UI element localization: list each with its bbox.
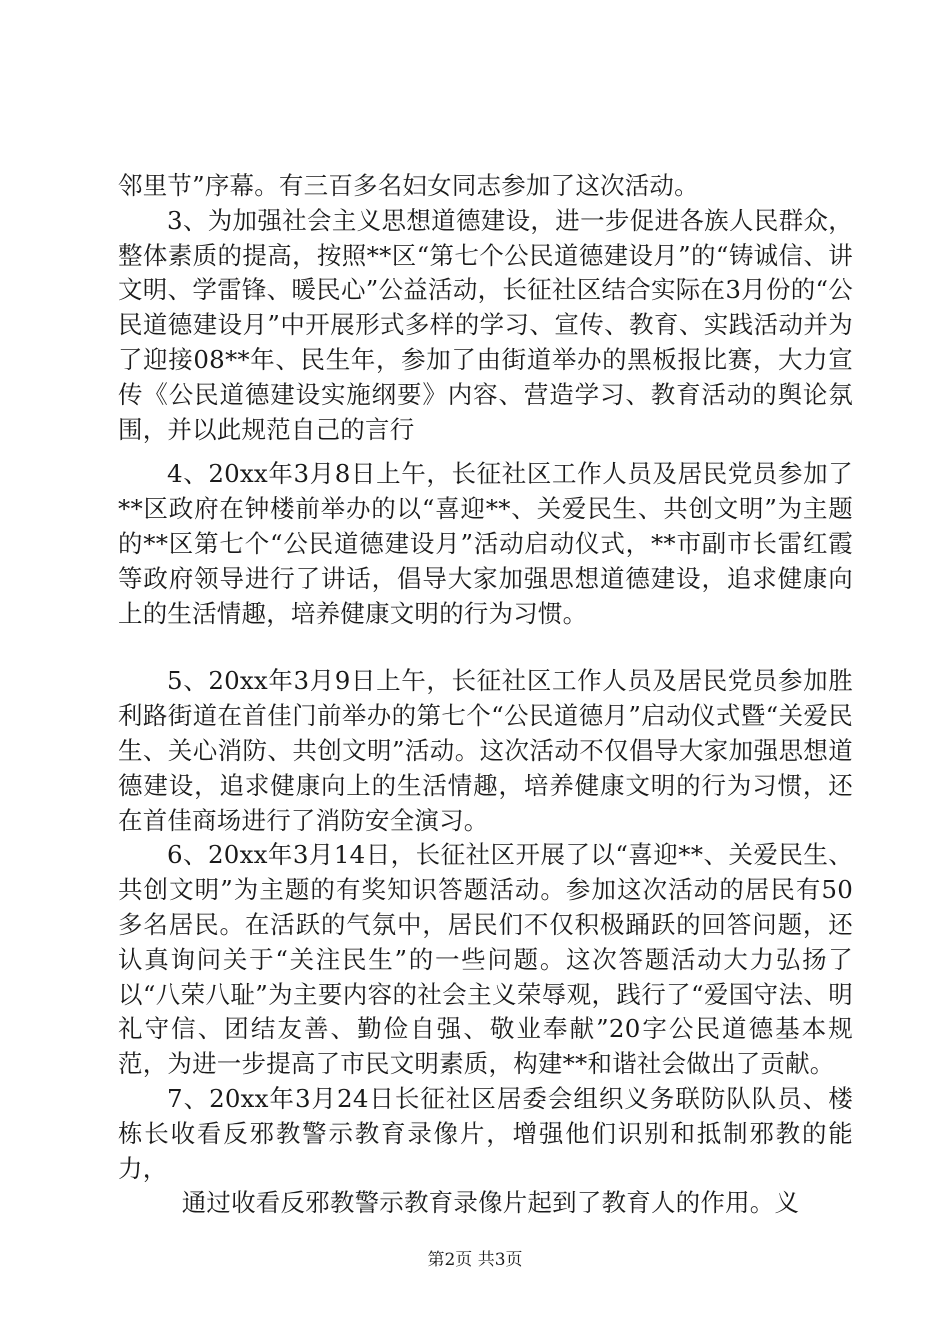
paragraph-item-7: 7、20xx年3月24日长征社区居委会组织义务联防队队员、楼栋长收看反邪教警示教育录像片，增强他们识别和抵制邪教的能力， [118, 1083, 853, 1183]
paragraph-continuation: 邻里节”序幕。有三百多名妇女同志参加了这次活动。 [118, 171, 699, 200]
page-number-footer: 第2页 共3页 [427, 1250, 523, 1270]
paragraph-item-5: 5、20xx年3月9日上午，长征社区工作人员及居民党员参加胜利路街道在首佳门前举办的第七个“公民道德月”启动仪式暨“关爱民生、关心消防、共创文明”活动。这次活动不仅倡导大家加强思想道德建设，追求健康向上的生活情趣，培养健康文明的行为习惯，还在首佳商场进行了消防安全演习。 [118, 666, 853, 835]
paragraph-trailing: 通过收看反邪教警示教育录像片起到了教育人的作用。义 [181, 1188, 800, 1218]
document-body [118, 169, 853, 1221]
paragraph-item-3: 3、为加强社会主义思想道德建设，进一步促进各族人民群众，整体素质的提高，按照**区“第七个公民道德建设月”的“铸诚信、讲文明、学雷锋、暖民心”公益活动，长征社区结合实际在3月份的“公民道德建设月”中开展形式多样的学习、宣传、教育、实践活动并为了迎接08**年、民生年，参加了由街道举办的黑板报比赛，大力宣传《公民道德建设实施纲要》内容、营造学习、教育活动的舆论氛围，并以此规范自己的言行 [118, 205, 853, 444]
paragraph-item-4: 4、20xx年3月8日上午，长征社区工作人员及居民党员参加了**区政府在钟楼前举办的以“喜迎**、关爱民生、共创文明”为主题的**区第七个“公民道德建设月”活动启动仪式，**市副市长雷红霞等政府领导进行了讲话，倡导大家加强思想道德建设，追求健康向上的生活情趣，培养健康文明的行为习惯。 [118, 459, 853, 628]
paragraph-item-6: 6、20xx年3月14日，长征社区开展了以“喜迎**、关爱民生、共创文明”为主题的有奖知识答题活动。参加这次活动的居民有50多名居民。在活跃的气氛中，居民们不仅积极踊跃的回答问题，还认真询问关于“关注民生”的一些问题。这次答题活动大力弘扬了以“八荣八耻”为主要内容的社会主义荣辱观，践行了“爱国守法、明礼守信、团结友善、勤俭自强、敬业奉献”20字公民道德基本规范，为进一步提高了市民文明素质，构建**和谐社会做出了贡献。 [118, 840, 853, 1079]
